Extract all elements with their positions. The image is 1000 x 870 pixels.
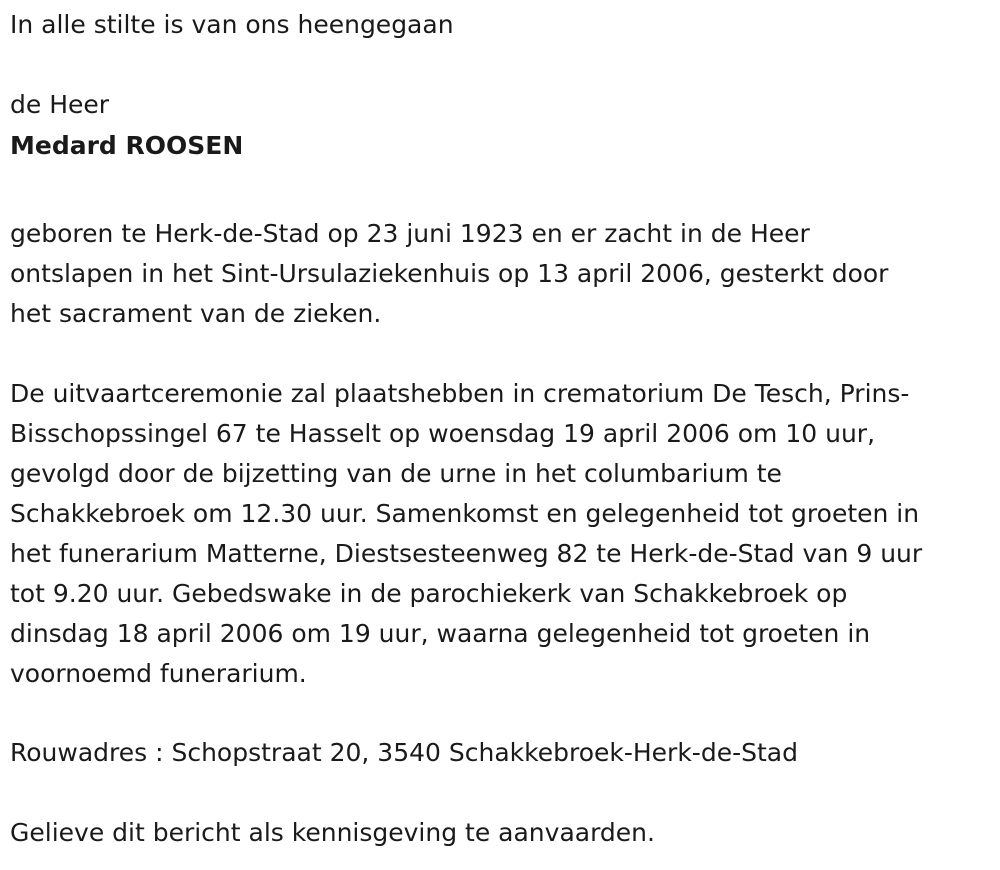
ceremony-line: tot 9.20 uur. Gebedswake in de parochiekerk van Schakkebroek op bbox=[10, 579, 848, 608]
deceased-name: Medard ROOSEN bbox=[10, 131, 244, 160]
birth-line: geboren te Herk-de-Stad op 23 juni 1923 en er zacht in de Heer bbox=[10, 219, 810, 248]
ceremony-line: het funerarium Matterne, Diestsesteenweg 82 te Herk-de-Stad van 9 uur bbox=[10, 539, 923, 568]
ceremony-line: gevolgd door de bijzetting van de urne in het columbarium te bbox=[10, 459, 782, 488]
closing-text: Gelieve dit bericht als kennisgeving te aanvaarden. bbox=[10, 818, 655, 847]
ceremony-line: Schakkebroek om 12.30 uur. Samenkomst en gelegenheid tot groeten in bbox=[10, 499, 920, 528]
ceremony-paragraph bbox=[10, 374, 922, 694]
honorific-text: de Heer bbox=[10, 90, 110, 119]
ceremony-line: Bisschopssingel 67 te Hasselt op woensdag 19 april 2006 om 10 uur, bbox=[10, 419, 876, 448]
intro-text: In alle stilte is van ons heengegaan bbox=[10, 10, 454, 39]
birth-paragraph bbox=[10, 214, 888, 334]
mourning-address: Rouwadres : Schopstraat 20, 3540 Schakkebroek-Herk-de-Stad bbox=[10, 738, 798, 767]
ceremony-line: voornoemd funerarium. bbox=[10, 659, 307, 688]
ceremony-line: De uitvaartceremonie zal plaatshebben in crematorium De Tesch, Prins- bbox=[10, 379, 910, 408]
birth-line: ontslapen in het Sint-Ursulaziekenhuis op 13 april 2006, gesterkt door bbox=[10, 259, 889, 288]
birth-line: het sacrament van de zieken. bbox=[10, 299, 382, 328]
ceremony-line: dinsdag 18 april 2006 om 19 uur, waarna gelegenheid tot groeten in bbox=[10, 619, 871, 648]
